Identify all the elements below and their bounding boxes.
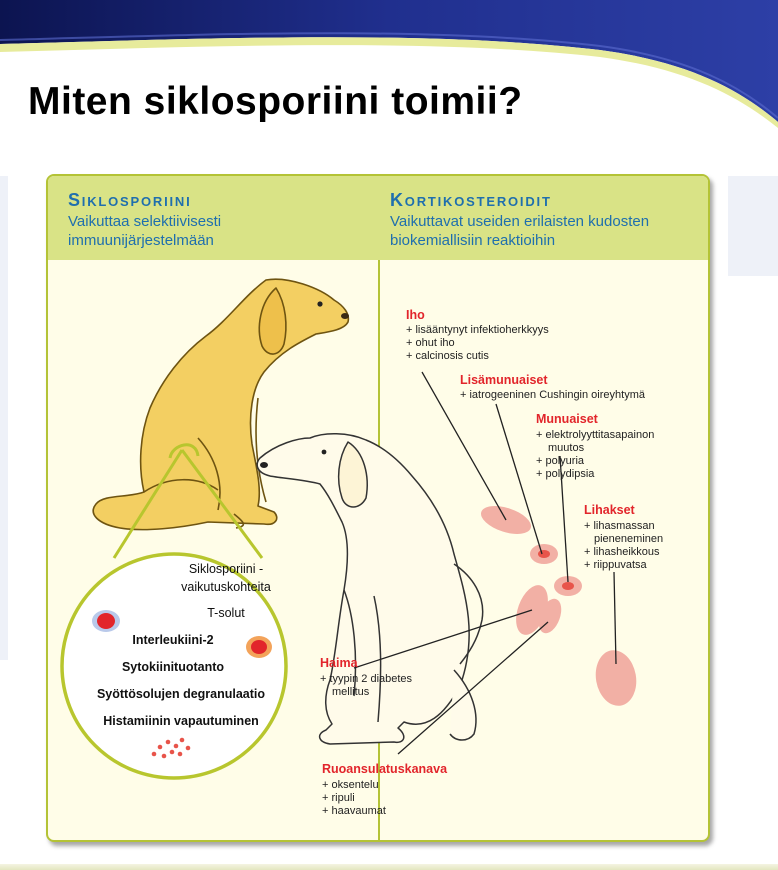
organ-muscles-effect: + lihasmassan <box>584 520 655 532</box>
right-panel-heading: Kortikosteroidit <box>390 190 552 210</box>
infographic-frame <box>46 174 710 842</box>
organ-kidneys-effect: + polydipsia <box>536 468 595 480</box>
sites-title-line2: vaikutuskohteita <box>181 580 271 594</box>
site-item-t-cells: T-solut <box>207 606 245 620</box>
organ-kidneys-effect: muutos <box>548 442 585 454</box>
right-panel-subtitle-line2: biokemiallisiin reaktioihin <box>390 232 556 249</box>
left-panel-subtitle-line1: Vaikuttaa selektiivisesti <box>68 213 222 230</box>
organ-gi-tract-effect: + haavaumat <box>322 805 386 817</box>
organ-pancreas-title: Haima <box>320 656 358 670</box>
sites-title-line1: Siklosporiini - <box>188 562 264 576</box>
left-panel-heading: Siklosporiini <box>68 190 192 210</box>
site-item-histamine-release: Histamiinin vapautuminen <box>103 714 259 728</box>
sitting-dog-illustration <box>93 279 349 529</box>
site-item-mast-cell-degranulation: Syöttösolujen degranulaatio <box>96 687 266 701</box>
organ-kidneys-title: Munuaiset <box>536 412 598 426</box>
organ-gi-tract-effect: + oksentelu <box>322 779 379 791</box>
organ-kidneys-effect: + elektrolyyttitasapainon <box>536 429 655 441</box>
slide-title: Miten siklosporiini toimii? <box>28 80 523 123</box>
organ-kidneys-effect: + polyuria <box>536 455 585 467</box>
organ-muscles-effect: + riippuvatsa <box>584 559 647 571</box>
organ-adrenals-effect: + iatrogeeninen Cushingin oireyhtymä <box>460 389 645 401</box>
site-item-interleukin-2: Interleukiini-2 <box>132 633 214 647</box>
site-item-cytokine-production: Sytokiinituotanto <box>121 660 225 674</box>
organ-skin-title: Iho <box>406 308 425 322</box>
left-panel-subtitle-line2: immuunijärjestelmään <box>68 232 214 249</box>
organ-muscles-effect: pieneneminen <box>594 533 664 545</box>
organ-adrenals-title: Lisämunuaiset <box>460 373 548 387</box>
organ-gi-tract-effect: + ripuli <box>322 792 355 804</box>
organ-muscles-effect: + lihasheikkous <box>584 546 660 558</box>
organ-skin-effect: + calcinosis cutis <box>406 350 489 362</box>
organ-skin-effect: + ohut iho <box>406 337 455 349</box>
organ-gi-tract-title: Ruoansulatuskanava <box>322 762 448 776</box>
organ-pancreas-effect: mellitus <box>332 686 370 698</box>
right-panel-subtitle-line1: Vaikuttavat useiden erilaisten kudosten <box>390 213 650 230</box>
organ-muscles-title: Lihakset <box>584 503 635 517</box>
organ-pancreas-effect: + tyypin 2 diabetes <box>320 673 413 685</box>
organ-skin-effect: + lisääntynyt infektioherkkyys <box>406 324 549 336</box>
side-panel-left <box>0 176 8 660</box>
bottom-rule <box>0 864 778 870</box>
side-panel-right <box>728 176 778 276</box>
